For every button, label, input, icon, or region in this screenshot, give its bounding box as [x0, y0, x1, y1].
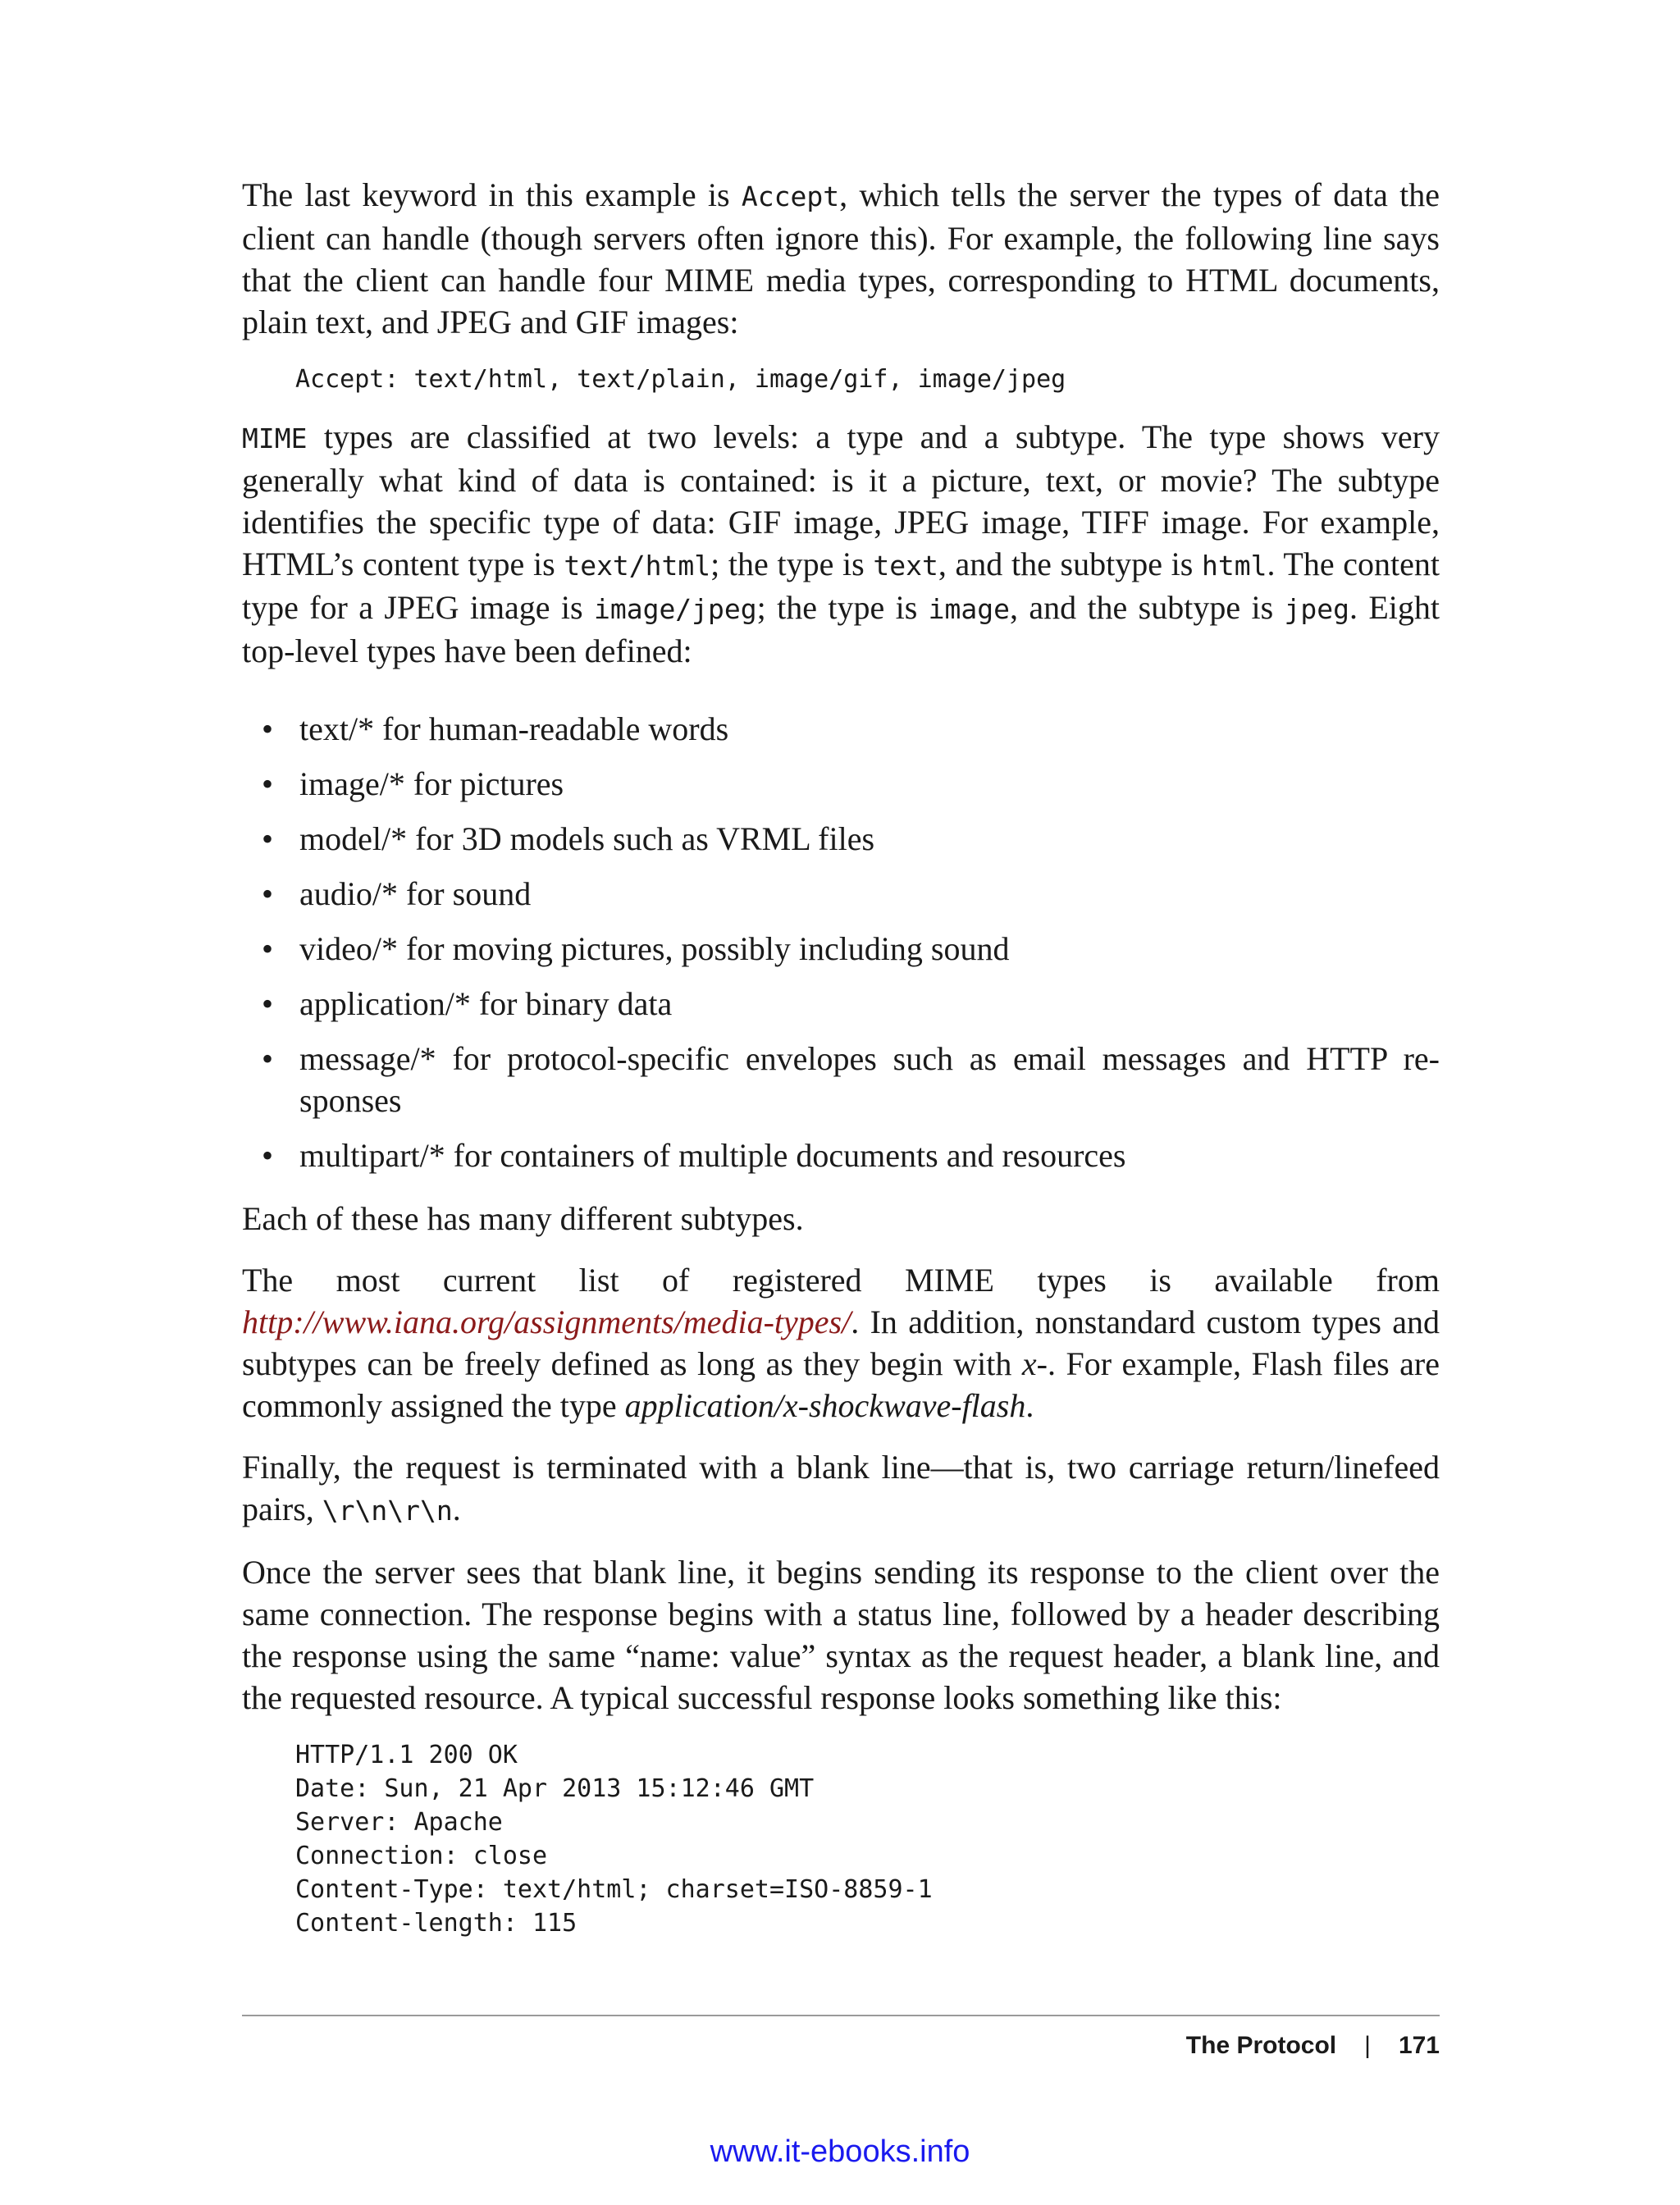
code-block-http-response: HTTP/1.1 200 OK Date: Sun, 21 Apr 2013 15:12:46 GMT Server: Apache Connection: close Content-Type: text/html; charset=ISO-8859-1 Content-length: 115	[295, 1741, 933, 1938]
list-item-text: audio/* for sound	[299, 875, 532, 912]
footer-divider	[242, 2015, 1440, 2016]
list-item	[242, 763, 1440, 805]
list-item-text: model/* for 3D models such as VRML files	[299, 820, 875, 857]
emphasis-x-prefix: x-	[1021, 1345, 1048, 1382]
inline-code-image: image	[928, 593, 1010, 625]
text-run: , and the subtype is	[1009, 589, 1285, 626]
bullet-icon: •	[262, 1137, 274, 1174]
page-footer	[1186, 2029, 1440, 2062]
footer-section-title: The Protocol	[1185, 2032, 1337, 2059]
list-item	[242, 1134, 1440, 1176]
bullet-icon: •	[262, 875, 274, 912]
list-item	[242, 928, 1440, 970]
inline-code-text: text	[873, 550, 938, 582]
text-run: . The content type for a JPEG image is	[242, 546, 1440, 626]
inline-code-jpeg: jpeg	[1284, 593, 1349, 625]
text-run: types are classified at two levels: a type and a subtype. The type shows very generally what kind of data is contained: is it a picture, text, or movie? The subtype identifies the specific type of data: GIF image, JPEG image, TIFF image. For example, HTML’s content type is	[242, 418, 1440, 582]
list-item-text: multipart/* for containers of multiple documents and resources	[299, 1137, 1126, 1174]
paragraph-subtypes: Each of these has many different subtypes.	[242, 1200, 804, 1237]
inline-code-crlf: \r\n\r\n	[322, 1495, 453, 1527]
footer-separator: |	[1364, 2032, 1371, 2059]
list-item	[242, 708, 1440, 750]
list-item	[242, 983, 1440, 1025]
inline-code-image-jpeg: image/jpeg	[593, 593, 757, 625]
text-run: ; the type is	[756, 589, 929, 626]
inline-code-mime: MIME	[242, 422, 308, 454]
paragraph-registered-types	[242, 1259, 1440, 1427]
inline-code-text-html: text/html	[564, 550, 711, 582]
code-block-accept: Accept: text/html, text/plain, image/gif, image/jpeg	[295, 365, 1066, 394]
text-run: .	[452, 1491, 461, 1527]
bullet-icon: •	[262, 710, 274, 747]
bullet-icon: •	[262, 985, 274, 1022]
mime-type-list	[242, 708, 1440, 1176]
list-item-text: video/* for moving pictures, possibly including sound	[299, 930, 1010, 967]
list-item-text: message/* for protocol-specific envelopes such as email messages and HTTP re-sponses	[299, 1040, 1440, 1119]
emphasis-flash-type: application/x-shockwave-flash	[624, 1387, 1026, 1424]
text-run: The last keyword in this example is	[242, 176, 742, 213]
bullet-icon: •	[262, 1040, 274, 1077]
paragraph-mime-types	[242, 416, 1440, 672]
list-item	[242, 818, 1440, 860]
paragraph-accept-intro	[242, 174, 1440, 343]
page-number: 171	[1398, 2032, 1440, 2059]
list-item-text: application/* for binary data	[299, 985, 673, 1022]
text-run: , and the subtype is	[938, 546, 1202, 582]
inline-code-accept: Accept	[741, 180, 840, 212]
text-run: .	[1025, 1387, 1034, 1424]
watermark-url: www.it-ebooks.info	[710, 2134, 970, 2169]
bullet-icon: •	[262, 820, 274, 857]
page-content	[242, 174, 1440, 1960]
list-item	[242, 873, 1440, 915]
text-run: , which tells the server the types of data the client can handle (though servers often ignore this). For example, the following line says that the client can handle four MIME media types, corresponding to HTML documents, plain text, and JPEG and GIF images:	[242, 176, 1440, 340]
iana-media-types-link[interactable]: http://www.iana.org/assignments/media-types/	[242, 1303, 851, 1340]
text-run: ; the type is	[710, 546, 874, 582]
bullet-icon: •	[262, 765, 274, 802]
text-run: . For example, Flash files are commonly assigned the type	[242, 1345, 1440, 1424]
text-run: Finally, the request is terminated with a blank line—that is, two carriage return/linefeed pairs,	[242, 1449, 1440, 1527]
text-run: . In addition, nonstandard custom types and subtypes can be freely defined as long as they begin with	[242, 1303, 1440, 1382]
inline-code-html: html	[1201, 550, 1267, 582]
text-run: . Eight top-level types have been defined:	[242, 589, 1440, 669]
paragraph-blank-line	[242, 1446, 1440, 1532]
list-item-text: text/* for human-readable words	[299, 710, 729, 747]
bullet-icon: •	[262, 930, 274, 967]
paragraph-response-intro: Once the server sees that blank line, it begins sending its response to the client over the same connection. The response begins with a status line, followed by a header describing the response using the same “name: value” syntax as the request header, a blank line, and the requested resource. A typical successful response looks something like this:	[242, 1554, 1440, 1716]
text-run: The most current list of registered MIME types is available from	[242, 1262, 1440, 1299]
list-item-text: image/* for pictures	[299, 765, 564, 802]
list-item	[242, 1038, 1440, 1121]
